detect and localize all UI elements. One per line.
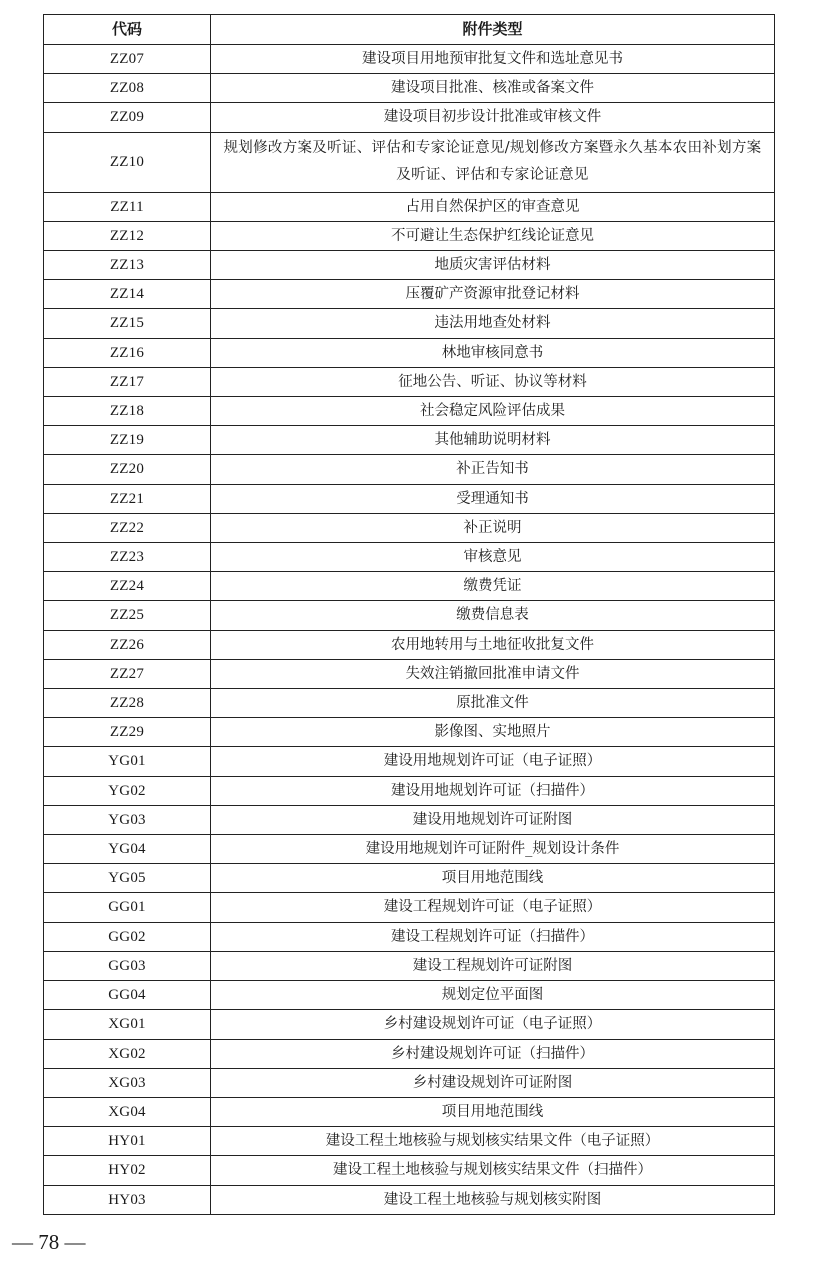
table-row <box>44 951 775 980</box>
row-code-cell: YG04 <box>44 835 211 864</box>
row-attachment-type-cell: 地质灾害评估材料 <box>211 251 775 280</box>
table-row <box>44 747 775 776</box>
row-attachment-type-cell: 缴费信息表 <box>211 601 775 630</box>
row-code-cell: ZZ26 <box>44 630 211 659</box>
row-attachment-type-cell: 违法用地查处材料 <box>211 309 775 338</box>
row-code-cell: ZZ09 <box>44 103 211 132</box>
row-attachment-type-cell: 建设用地规划许可证（电子证照） <box>211 747 775 776</box>
row-code-cell: XG01 <box>44 1010 211 1039</box>
row-code-cell: ZZ12 <box>44 221 211 250</box>
attachment-type-table <box>43 14 775 1215</box>
row-attachment-type-cell: 建设项目初步设计批准或审核文件 <box>211 103 775 132</box>
table-row <box>44 805 775 834</box>
row-attachment-type-cell: 缴费凭证 <box>211 572 775 601</box>
row-attachment-type-cell: 压覆矿产资源审批登记材料 <box>211 280 775 309</box>
row-code-cell: GG04 <box>44 981 211 1010</box>
row-attachment-type-cell: 社会稳定风险评估成果 <box>211 397 775 426</box>
table-row <box>44 221 775 250</box>
row-attachment-type-cell: 补正告知书 <box>211 455 775 484</box>
row-code-cell: ZZ11 <box>44 192 211 221</box>
table-row <box>44 981 775 1010</box>
row-code-cell: XG02 <box>44 1039 211 1068</box>
row-attachment-type-cell: 建设工程规划许可证附图 <box>211 951 775 980</box>
row-code-cell: ZZ08 <box>44 74 211 103</box>
row-attachment-type-cell: 建设工程土地核验与规划核实结果文件（扫描件） <box>211 1156 775 1185</box>
row-code-cell: HY03 <box>44 1185 211 1214</box>
row-attachment-type-cell: 原批准文件 <box>211 689 775 718</box>
row-attachment-type-cell: 建设工程规划许可证（电子证照） <box>211 893 775 922</box>
row-code-cell: HY02 <box>44 1156 211 1185</box>
table-row <box>44 1127 775 1156</box>
row-attachment-type-cell: 项目用地范围线 <box>211 1097 775 1126</box>
row-attachment-type-cell: 建设用地规划许可证附图 <box>211 805 775 834</box>
table-row <box>44 280 775 309</box>
table-row <box>44 718 775 747</box>
header-attachment-type: 附件类型 <box>211 15 775 45</box>
table-row <box>44 601 775 630</box>
row-attachment-type-cell: 建设项目用地预审批复文件和选址意见书 <box>211 45 775 74</box>
table-row <box>44 367 775 396</box>
row-code-cell: ZZ21 <box>44 484 211 513</box>
row-attachment-type-cell: 征地公告、听证、协议等材料 <box>211 367 775 396</box>
table-row <box>44 1097 775 1126</box>
table-row <box>44 309 775 338</box>
table-header-row <box>44 15 775 45</box>
table-row <box>44 893 775 922</box>
row-code-cell: XG03 <box>44 1068 211 1097</box>
table-row <box>44 513 775 542</box>
row-code-cell: ZZ15 <box>44 309 211 338</box>
table-row <box>44 132 775 192</box>
table-header <box>44 15 775 45</box>
table-row <box>44 74 775 103</box>
row-code-cell: XG04 <box>44 1097 211 1126</box>
row-attachment-type-cell: 林地审核同意书 <box>211 338 775 367</box>
table-row <box>44 455 775 484</box>
table-row <box>44 776 775 805</box>
table-body <box>44 45 775 1215</box>
row-attachment-type-cell: 农用地转用与土地征收批复文件 <box>211 630 775 659</box>
row-code-cell: ZZ18 <box>44 397 211 426</box>
row-attachment-type-cell: 审核意见 <box>211 543 775 572</box>
table-row <box>44 922 775 951</box>
row-attachment-type-cell: 乡村建设规划许可证（电子证照） <box>211 1010 775 1039</box>
row-attachment-type-cell: 不可避让生态保护红线论证意见 <box>211 221 775 250</box>
table-row <box>44 103 775 132</box>
table-row <box>44 426 775 455</box>
table-row <box>44 397 775 426</box>
row-attachment-type-cell: 影像图、实地照片 <box>211 718 775 747</box>
row-attachment-type-cell: 建设工程规划许可证（扫描件） <box>211 922 775 951</box>
row-attachment-type-cell: 建设用地规划许可证附件_规划设计条件 <box>211 835 775 864</box>
row-code-cell: ZZ17 <box>44 367 211 396</box>
table-row <box>44 630 775 659</box>
row-attachment-type-cell: 其他辅助说明材料 <box>211 426 775 455</box>
table-row <box>44 543 775 572</box>
row-attachment-type-cell: 受理通知书 <box>211 484 775 513</box>
table-row <box>44 1010 775 1039</box>
row-code-cell: ZZ25 <box>44 601 211 630</box>
row-code-cell: ZZ19 <box>44 426 211 455</box>
table-row <box>44 338 775 367</box>
row-code-cell: ZZ29 <box>44 718 211 747</box>
row-code-cell: ZZ22 <box>44 513 211 542</box>
row-code-cell: ZZ28 <box>44 689 211 718</box>
table-row <box>44 484 775 513</box>
table-row <box>44 689 775 718</box>
row-code-cell: ZZ13 <box>44 251 211 280</box>
row-code-cell: ZZ16 <box>44 338 211 367</box>
table-row <box>44 864 775 893</box>
table-row <box>44 659 775 688</box>
row-attachment-type-cell: 失效注销撤回批准申请文件 <box>211 659 775 688</box>
row-code-cell: ZZ10 <box>44 132 211 192</box>
row-code-cell: ZZ14 <box>44 280 211 309</box>
row-code-cell: YG05 <box>44 864 211 893</box>
row-code-cell: YG03 <box>44 805 211 834</box>
row-attachment-type-cell: 规划修改方案及听证、评估和专家论证意见/规划修改方案暨永久基本农田补划方案及听证、评估和专家论证意见 <box>211 132 775 192</box>
row-attachment-type-cell: 建设工程土地核验与规划核实结果文件（电子证照） <box>211 1127 775 1156</box>
row-attachment-type-cell: 补正说明 <box>211 513 775 542</box>
row-attachment-type-cell: 占用自然保护区的审查意见 <box>211 192 775 221</box>
row-code-cell: GG02 <box>44 922 211 951</box>
row-attachment-type-cell: 建设用地规划许可证（扫描件） <box>211 776 775 805</box>
row-code-cell: ZZ23 <box>44 543 211 572</box>
table-row <box>44 1185 775 1214</box>
row-attachment-type-cell: 规划定位平面图 <box>211 981 775 1010</box>
row-code-cell: YG02 <box>44 776 211 805</box>
table-row <box>44 251 775 280</box>
row-code-cell: ZZ27 <box>44 659 211 688</box>
row-code-cell: ZZ20 <box>44 455 211 484</box>
row-attachment-type-cell: 建设工程土地核验与规划核实附图 <box>211 1185 775 1214</box>
table-row <box>44 1039 775 1068</box>
table-row <box>44 572 775 601</box>
table-row <box>44 1156 775 1185</box>
table-row <box>44 835 775 864</box>
row-attachment-type-cell: 项目用地范围线 <box>211 864 775 893</box>
row-attachment-type-cell: 建设项目批准、核准或备案文件 <box>211 74 775 103</box>
row-attachment-type-cell: 乡村建设规划许可证附图 <box>211 1068 775 1097</box>
table-row <box>44 192 775 221</box>
row-code-cell: HY01 <box>44 1127 211 1156</box>
row-code-cell: GG03 <box>44 951 211 980</box>
table-row <box>44 1068 775 1097</box>
row-code-cell: YG01 <box>44 747 211 776</box>
row-code-cell: GG01 <box>44 893 211 922</box>
table-row <box>44 45 775 74</box>
page-number: — 78 — <box>12 1230 86 1254</box>
row-code-cell: ZZ07 <box>44 45 211 74</box>
row-code-cell: ZZ24 <box>44 572 211 601</box>
header-code: 代码 <box>44 15 211 45</box>
row-attachment-type-cell: 乡村建设规划许可证（扫描件） <box>211 1039 775 1068</box>
